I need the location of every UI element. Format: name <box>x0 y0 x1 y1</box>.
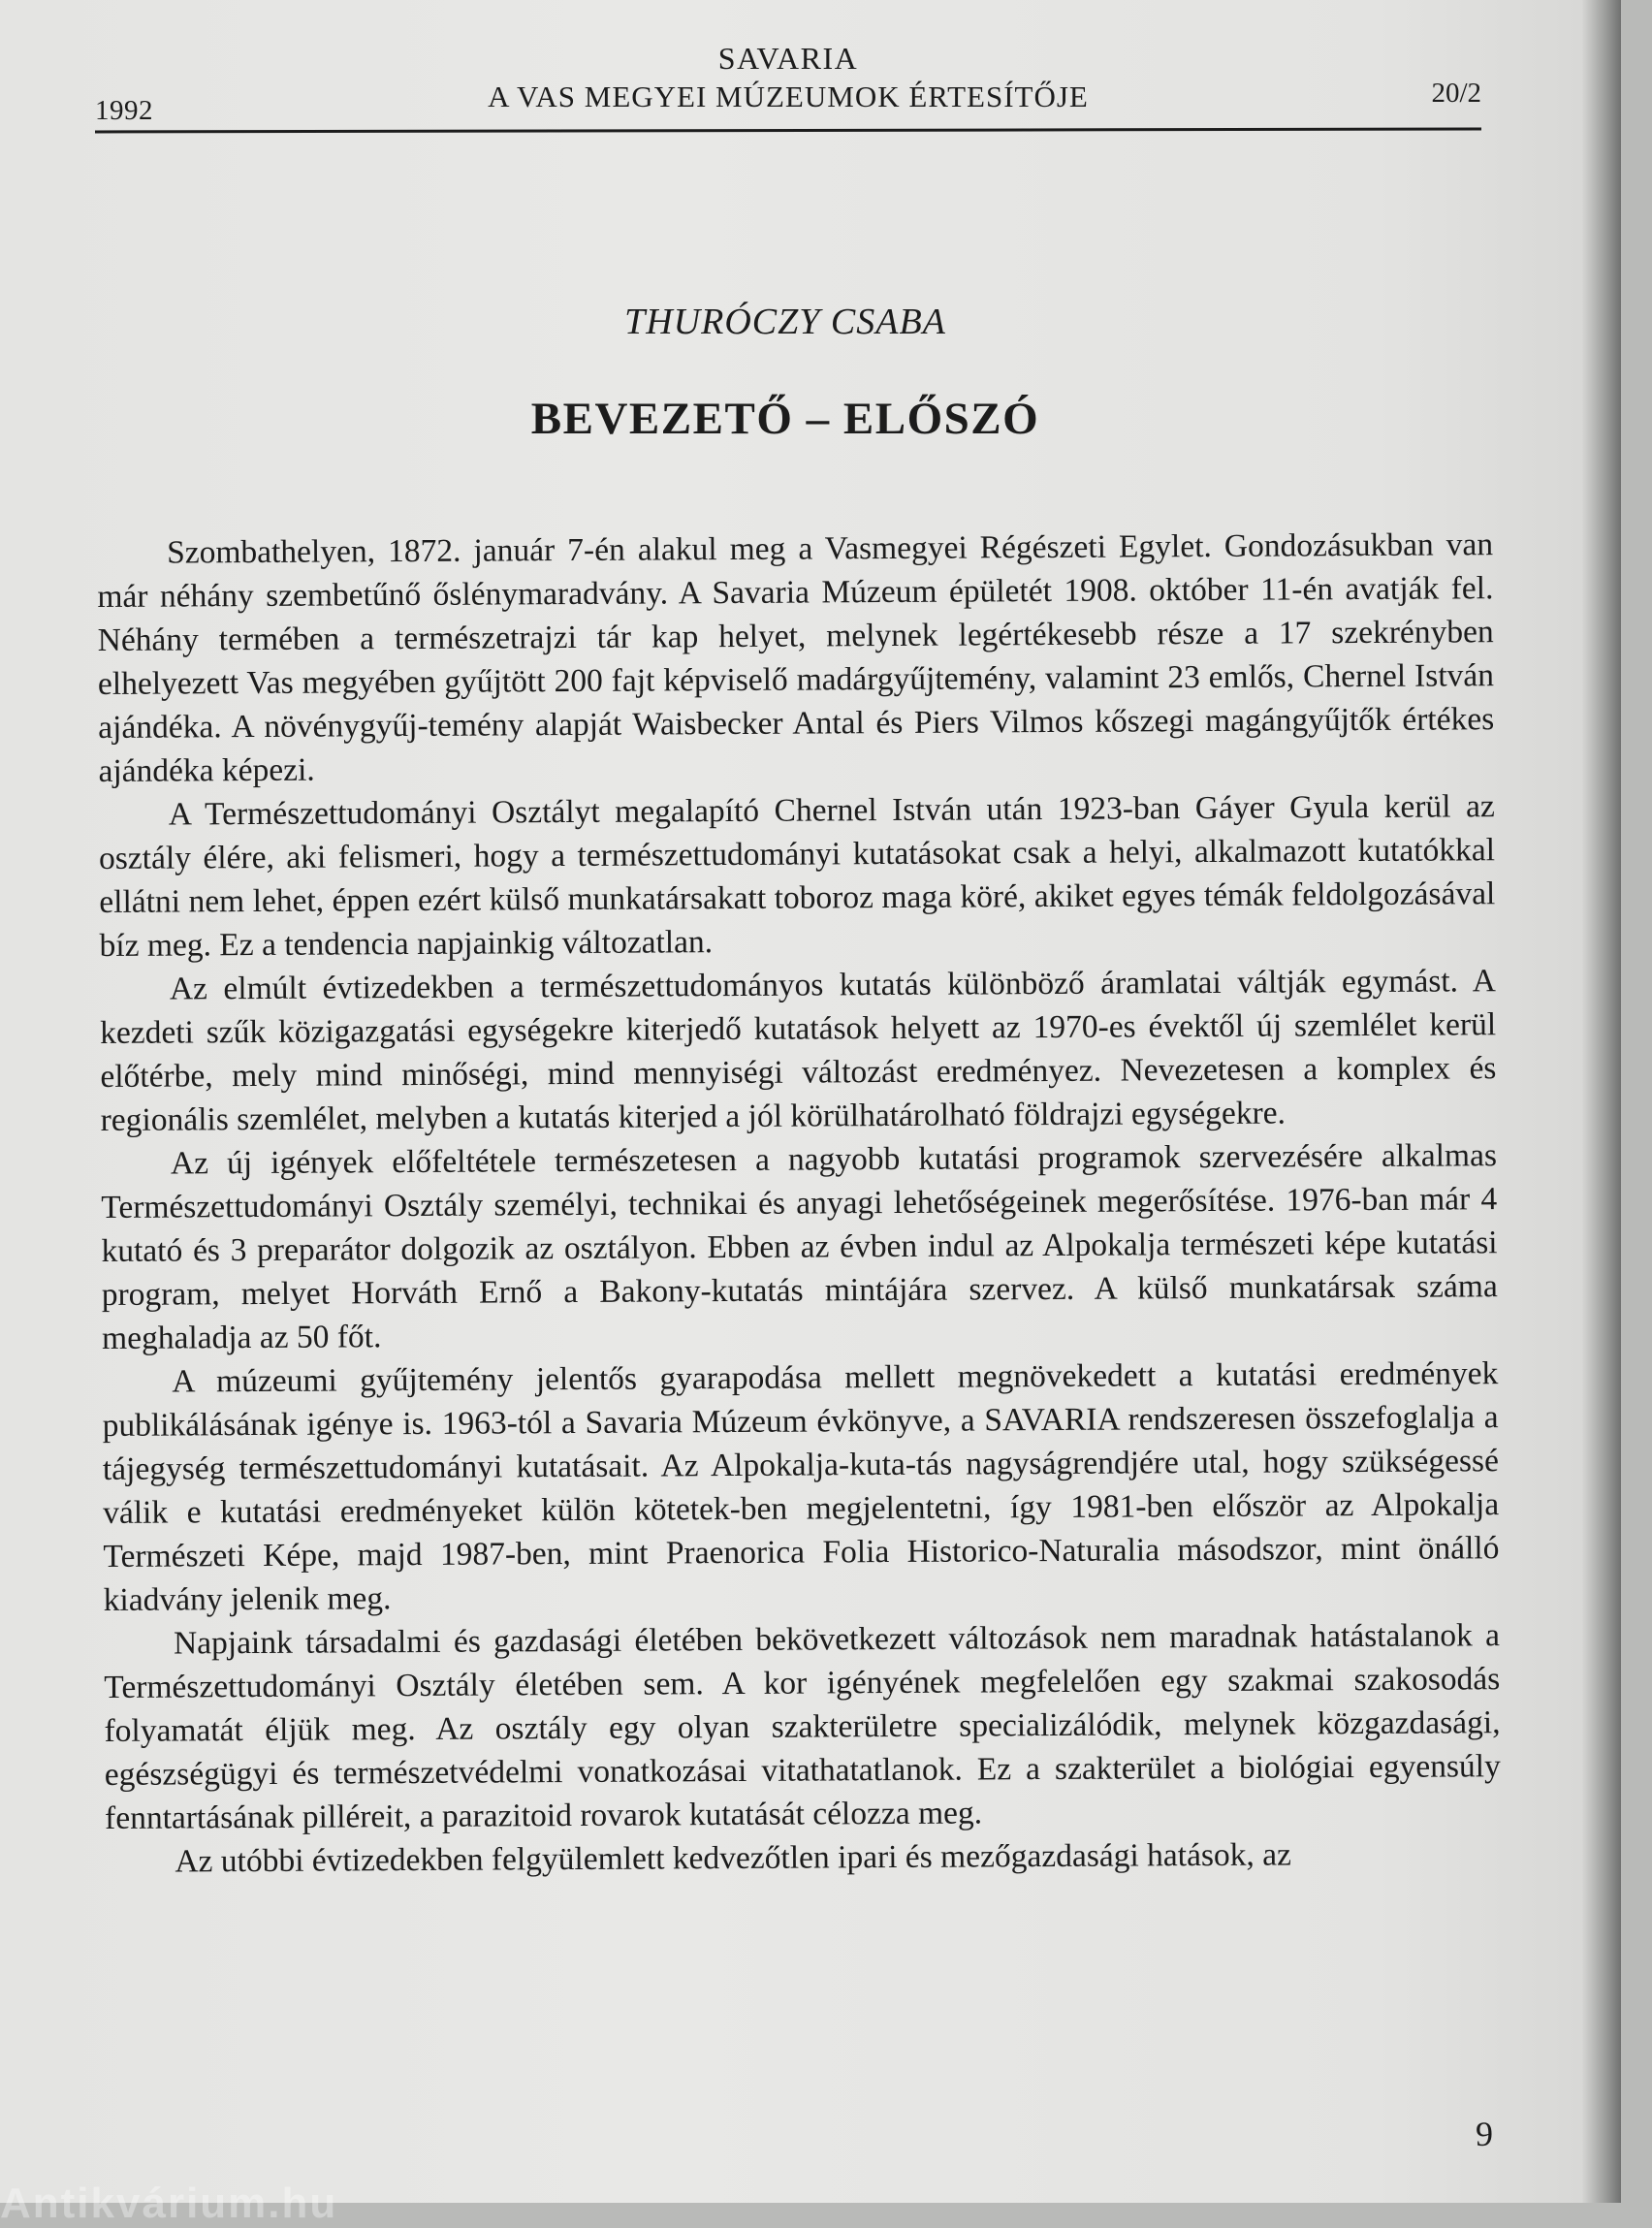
paragraph: Az utóbbi évtizedekben felgyülemlett kedvezőtlen ipari és mezőgazdasági hatások, az <box>175 1836 1292 1880</box>
paragraph: Napjaink társadalmi és gazdasági életében bekövetkezett változások nem maradnak hatástalanok a Természettudományi Osztály életében sem. A kor igényének megfelelően egy szakmai szakosodás folyamatát éljük meg. Az osztály egy olyan szakterületre specializálódik, melynek közgazdasági, egészségügyi és természetvédelmi vonatkozásai vitathatatlanok. Ez a szakterület a biológiai egyensúly fenntartásának pilléreit, a parazitoid rovarok kutatását célozza meg. <box>104 1617 1501 1836</box>
paragraph: A Természettudományi Osztályt megalapító Chernel István után 1923-ban Gáyer Gyula kerül az osztály élére, aki felismeri, hogy a természettudományi kutatásokat csak a helyi, alkalmazott kutatókkal ellátni nem lehet, éppen ezért külső munkatársakatt toboroz maga köré, akiket egyes témák feldolgozásával bíz meg. Ez a tendencia napjainkig változatlan. <box>98 788 1496 964</box>
header-issue: 20/2 <box>1431 78 1481 109</box>
article-body <box>97 523 1501 1884</box>
page-edge-shadow <box>1582 0 1621 2203</box>
page-number: 9 <box>1476 2115 1493 2153</box>
watermark: Antikvárium.hu <box>0 2180 338 2227</box>
paragraph: Az új igények előfeltétele természetesen a nagyobb kutatási programok szervezésére alkalmas Természettudományi Osztály személyi, technikai és anyagi lehetőségeinek megerősítése. 1976-ban már 4 kutató és 3 preparátor dolgozik az osztályon. Ebben az évben indul az Alpokalja természeti képe kutatási program, melyet Horváth Ernő a Bakony-kutatás mintájára szervez. A külső munkatársak száma meghaladja az 50 főt. <box>101 1137 1498 1356</box>
paragraph: Az elmúlt évtizedekben a természettudományos kutatás különböző áramlatai váltják egymást. A kezdeti szűk közigazgatási egységekre kiterjedő kutatások helyett az 1970-es évektől új szemlélet kerül előtérbe, mely mind minőségi, mind mennyiségi változást eredményez. Nevezetesen a komplex és regionális szemlélet, melyben a kutatás kiterjed a jól körülhatárolható földrajzi egységekre. <box>100 963 1497 1138</box>
header-journal <box>95 39 1481 116</box>
journal-subtitle: A VAS MEGYEI MÚZEUMOK ÉRTESÍTŐJE <box>488 80 1089 113</box>
paragraph: Szombathelyen, 1872. január 7-én alakul meg a Vasmegyei Régészeti Egylet. Gondozásukban van már néhány szembetűnő őslénymaradvány. A Savaria Múzeum épületét 1908. október 11-én avatják fel. Néhány termében a természetrajzi tár kap helyet, melynek legértékesebb része a 17 szekrényben elhelyezett Vas megyében gyűjtött 200 fajt képviselő madárgyűjtemény, valamint 23 emlős, Chernel István ajándéka. A növénygyűj-temény alapját Waisbecker Antal és Piers Vilmos kőszegi magángyűjtők értékes ajándéka képezi. <box>97 526 1495 789</box>
journal-title: SAVARIA <box>717 41 859 76</box>
article-author: THURÓCZY CSABA <box>624 302 946 342</box>
paragraph: A múzeumi gyűjtemény jelentős gyarapodása mellett megnövekedett a kutatási eredmények publikálásának igénye is. 1963-tól a Savaria Múzeum évkönyve, a SAVARIA rendszeresen összefoglalja a tájegység természettudományi kutatásait. Az Alpokalja-kuta-tás nagyságrendjére utal, hogy szükségessé válik e kutatási eredményeket külön kötetek-ben megjelentetni, így 1981-ben először az Alpokalja Természeti Képe, majd 1987-ben, mint Praenorica Folia Historico-Naturalia másodszor, mint önálló kiadvány jelenik meg. <box>102 1355 1500 1618</box>
page-header <box>95 39 1481 136</box>
article-title: BEVEZETŐ – ELŐSZÓ <box>530 394 1040 444</box>
header-year: 1992 <box>95 95 153 126</box>
